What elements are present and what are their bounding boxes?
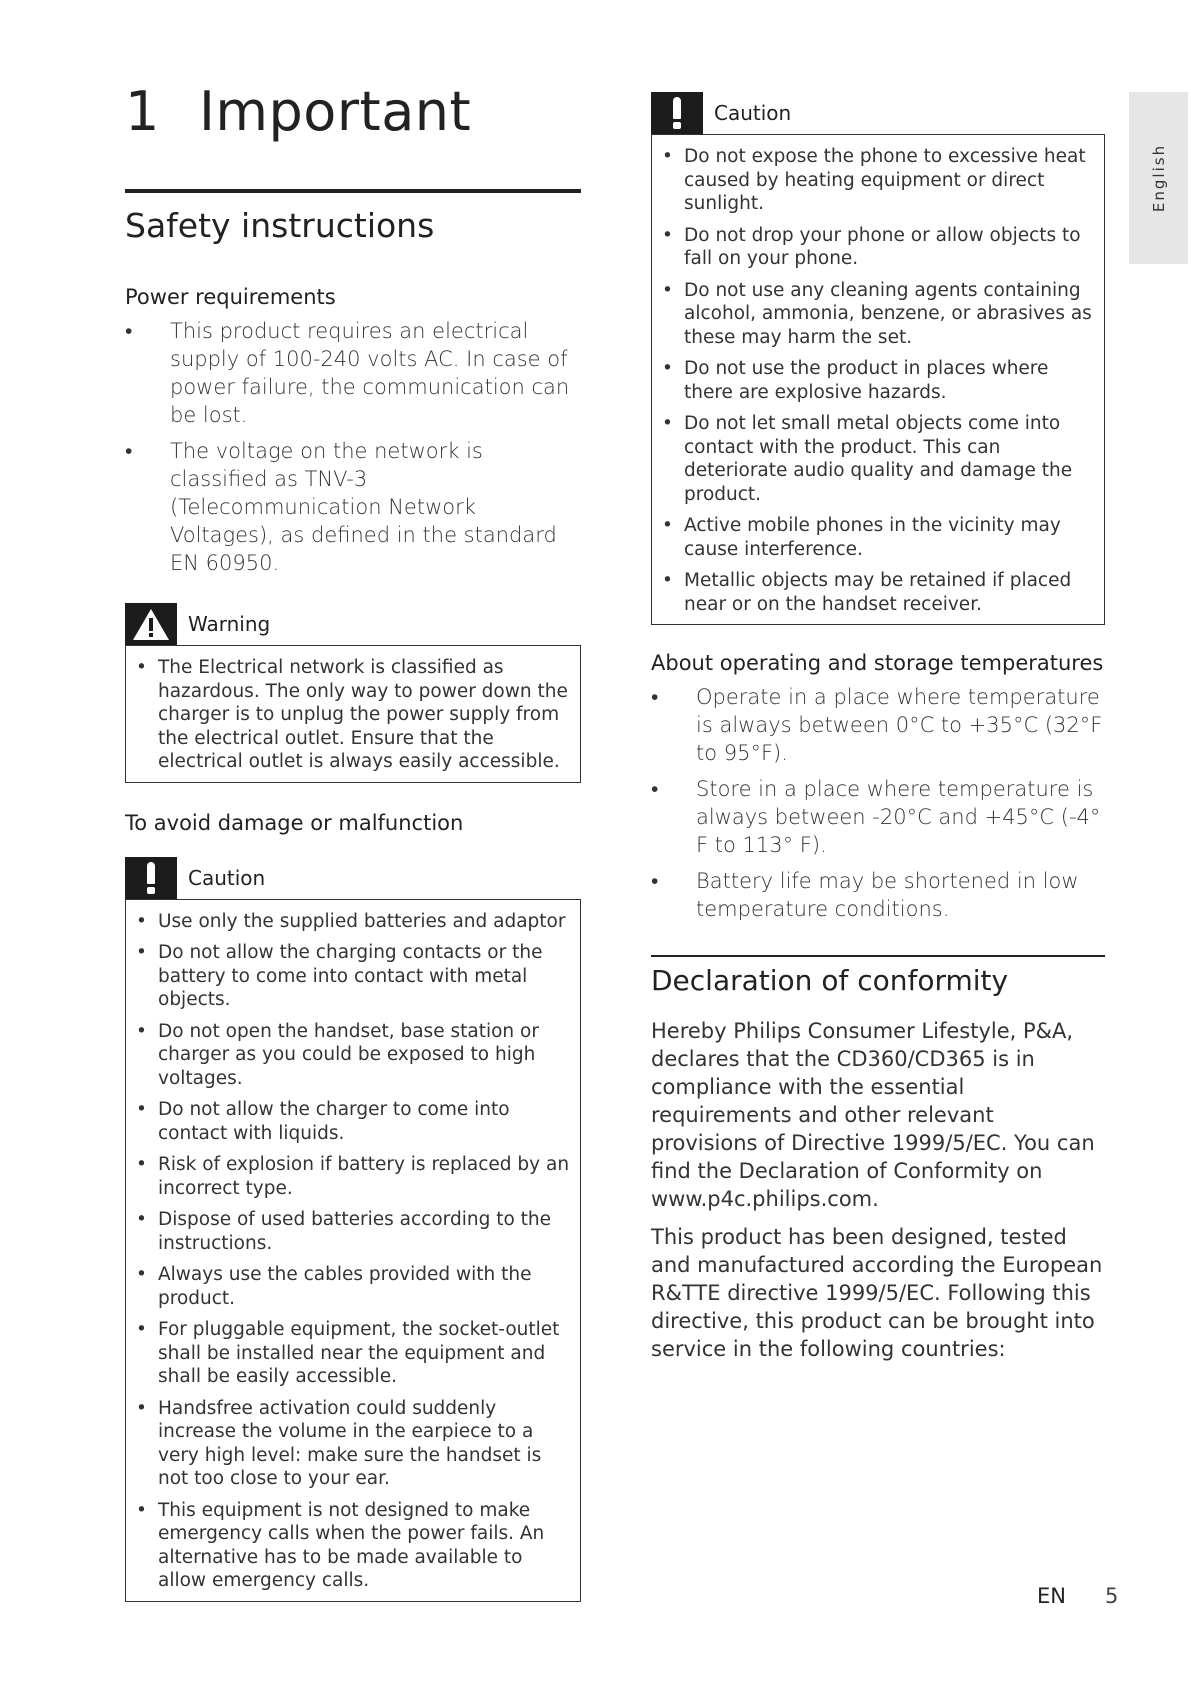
warning-notice <box>125 603 581 783</box>
caution-header-right <box>651 92 1105 134</box>
subhead-temperatures: About operating and storage temperatures <box>651 651 1104 675</box>
warning-list <box>136 656 570 774</box>
list-item: • For pluggable equipment, the socket-outlet shall be installed near the equipment and shall be easily accessible. <box>136 1318 570 1389</box>
list-item: • The voltage on the network is classified as TNV-3 (Telecommunication Network Voltages), as defined in the standard EN 60950. <box>125 437 581 577</box>
list-item: • This product requires an electrical supply of 100-240 volts AC. In case of power failure, the communication can be lost. <box>125 317 581 429</box>
caution-box-right <box>651 134 1105 625</box>
caution-list-right <box>662 145 1094 616</box>
list-item: • Do not allow the charger to come into contact with liquids. <box>136 1098 570 1145</box>
chapter-title <box>125 80 581 144</box>
caution-box-left <box>125 899 581 1602</box>
list-item: • Handsfree activation could suddenly increase the volume in the earpiece to a very high level: make sure the handset is not too close to your ear. <box>136 1397 570 1491</box>
section-title-safety: Safety instructions <box>125 206 435 245</box>
chapter-number: 1 <box>125 80 160 143</box>
list-item: • Store in a place where temperature is always between -20°C and +45°C (-4° F to 113° F). <box>651 775 1105 859</box>
language-tab-label: English <box>1149 143 1168 213</box>
list-item: • Do not expose the phone to excessive heat caused by heating equipment or direct sunlight. <box>662 145 1094 216</box>
caution-notice-left <box>125 857 581 1602</box>
list-item: • Battery life may be shortened in low temperature conditions. <box>651 867 1105 923</box>
list-item: • Do not allow the charging contacts or the battery to come into contact with metal objects. <box>136 941 570 1012</box>
list-item: • Always use the cables provided with the product. <box>136 1263 570 1310</box>
warning-box <box>125 645 581 783</box>
warning-header <box>125 603 581 645</box>
exclamation-icon <box>651 92 703 134</box>
list-item: • Do not let small metal objects come into contact with the product. This can deteriorate audio quality and damage the product. <box>662 412 1094 506</box>
warning-triangle-icon <box>125 603 177 645</box>
declaration-rule <box>651 955 1105 957</box>
declaration-paragraph: This product has been designed, tested and manufactured according the European R&TTE directive 1999/5/EC. Following this directive, this product can be brought into service in the following countries: <box>651 1225 1103 1361</box>
list-item: • Do not open the handset, base station or charger as you could be exposed to high voltages. <box>136 1020 570 1091</box>
page-number: 5 <box>1105 1584 1119 1608</box>
list-item: • Risk of explosion if battery is replaced by an incorrect type. <box>136 1153 570 1200</box>
exclamation-icon <box>125 857 177 899</box>
list-item: • Active mobile phones in the vicinity may cause interference. <box>662 514 1094 561</box>
language-tab <box>1129 92 1188 264</box>
declaration-paragraph: Hereby Philips Consumer Lifestyle, P&A, declares that the CD360/CD365 is in compliance with the essential requirements and other relevant provisions of Directive 1999/5/EC. You can find the Declaration of Conformity on www.p4c.philips.com. <box>651 1019 1095 1211</box>
power-requirements-list <box>125 317 581 577</box>
list-item: • Do not drop your phone or allow objects to fall on your phone. <box>662 224 1094 271</box>
caution-notice-right <box>651 92 1105 625</box>
temperatures-list <box>651 683 1105 923</box>
footer-language: EN <box>1037 1584 1066 1608</box>
subhead-power-requirements: Power requirements <box>125 285 336 309</box>
warning-label: Warning <box>188 612 271 636</box>
list-item: • Do not use any cleaning agents containing alcohol, ammonia, benzene, or abrasives as these may harm the set. <box>662 279 1094 350</box>
section-title-declaration: Declaration of conformity <box>651 964 1009 997</box>
list-item: • Metallic objects may be retained if placed near or on the handset receiver. <box>662 569 1094 616</box>
list-item: • The Electrical network is classified as hazardous. The only way to power down the charger is to unplug the power supply from the electrical outlet. Ensure that the electrical outlet is always easily accessible. <box>136 656 570 774</box>
list-item: • This equipment is not designed to make emergency calls when the power fails. An alternative has to be made available to allow emergency calls. <box>136 1499 570 1593</box>
caution-header-left <box>125 857 581 899</box>
caution-label-left: Caution <box>188 865 266 890</box>
right-column <box>651 92 1105 1363</box>
left-column <box>125 80 581 1602</box>
caution-list-left <box>136 910 570 1593</box>
list-item: • Operate in a place where temperature is always between 0°C to +35°C (32°F to 95°F). <box>651 683 1105 767</box>
list-item: • Do not use the product in places where there are explosive hazards. <box>662 357 1094 404</box>
list-item: • Use only the supplied batteries and adaptor <box>136 910 570 934</box>
chapter-title-text: Important <box>199 80 472 143</box>
subhead-avoid-damage: To avoid damage or malfunction <box>125 810 464 835</box>
caution-label-right: Caution <box>714 101 792 125</box>
chapter-rule <box>125 189 581 193</box>
list-item: • Dispose of used batteries according to the instructions. <box>136 1208 570 1255</box>
